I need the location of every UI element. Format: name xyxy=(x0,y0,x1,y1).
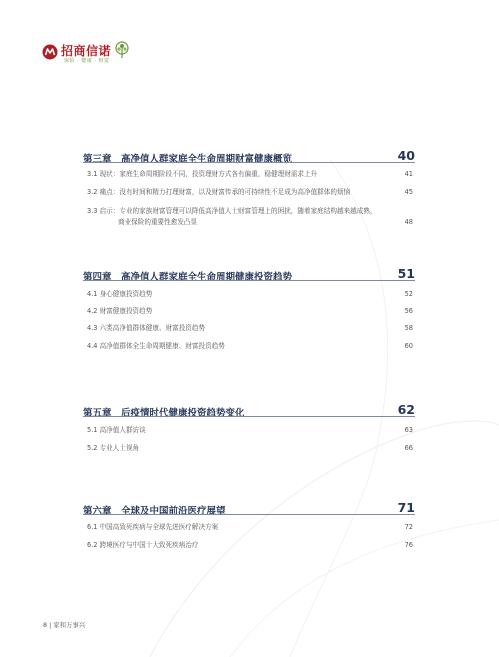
toc-entry-text-continued: 商业保险的重要性愈发凸显 xyxy=(118,218,198,226)
chapter-title: 第六章 全球及中国前沿医疗展望 xyxy=(83,506,226,517)
toc-entry-text: 4.1 身心健康投资趋势 xyxy=(87,290,153,298)
toc-entry-page: 52 xyxy=(404,290,413,298)
chapter-title: 第三章 高净值人群家庭全生命周期财富健康概览 xyxy=(83,154,293,165)
toc-entry-text: 4.4 高净值群体全生命周期健康、财富投资趋势 xyxy=(87,342,225,350)
chapter-6 xyxy=(83,500,415,549)
toc-entry-page: 48 xyxy=(404,218,413,226)
chapter-3 xyxy=(83,148,415,226)
chapter-rule xyxy=(83,162,415,163)
tree-icon xyxy=(114,41,130,59)
toc-entry-text: 3.3 启示：专业的家族财富管理可以降低高净值人士财富管理上的困扰，随着家庭结构越来越成熟， xyxy=(87,207,377,215)
toc-entry-page: 56 xyxy=(404,307,413,315)
toc-entry-page: 45 xyxy=(404,188,413,196)
chapter-5 xyxy=(83,402,415,452)
toc-entry-page: 72 xyxy=(404,523,413,531)
toc-entry-page: 60 xyxy=(404,342,413,350)
toc-entry-page: 66 xyxy=(404,444,413,452)
chapter-title: 第五章 后疫情时代健康投资趋势变化 xyxy=(83,408,245,419)
toc-entry-page: 63 xyxy=(404,426,413,434)
chapter-title: 第四章 高净值人群家庭全生命周期健康投资趋势 xyxy=(83,272,293,283)
toc-entry-text: 5.2 专业人士视角 xyxy=(87,444,140,452)
logo-slogan: 保险 · 健康 · 财富 xyxy=(64,58,110,64)
toc-entry-page: 76 xyxy=(404,541,413,549)
logo-mark-icon xyxy=(42,44,58,60)
toc-entry-page: 41 xyxy=(404,170,413,178)
toc-entry-text: 6.2 跨境医疗与中国十大致死疾病治疗 xyxy=(87,541,199,549)
chapter-4 xyxy=(83,266,415,350)
chapter-page-number: 51 xyxy=(397,266,415,281)
chapter-heading[interactable] xyxy=(83,150,415,166)
page-footer: 8 | 家和万事兴 xyxy=(43,621,86,629)
toc-entry-text: 3.1 现状：家庭生命周期阶段不同，投资理财方式各有偏重，稳健理财需求上升 xyxy=(87,170,318,178)
toc-entry-text: 4.3 六类高净值群体健康、财富投资趋势 xyxy=(87,324,206,332)
chapter-heading[interactable] xyxy=(83,404,415,420)
chapter-heading[interactable] xyxy=(83,502,415,518)
chapter-heading[interactable] xyxy=(83,268,415,284)
chapter-rule xyxy=(83,514,415,515)
chapter-rule xyxy=(83,280,415,281)
chapter-page-number: 71 xyxy=(397,500,415,515)
chapter-page-number: 62 xyxy=(397,402,415,417)
logo-name: 招商信诺 xyxy=(61,44,112,58)
toc-entry-text: 4.2 财富健康投资趋势 xyxy=(87,307,153,315)
chapter-page-number: 40 xyxy=(397,148,415,163)
chapter-rule xyxy=(83,416,415,417)
toc-entry-text: 6.1 中国高致死疾病与全球先进医疗解决方案 xyxy=(87,523,219,531)
toc-entry[interactable] xyxy=(83,206,415,228)
toc-entry-text: 3.2 痛点：没有时间和精力打理财富，以及财富传承的可持续性不足成为高净值群体的烦恼 xyxy=(87,188,351,196)
toc-entry-text: 5.1 高净值人群访谈 xyxy=(87,426,146,434)
toc-entry-page: 58 xyxy=(404,324,413,332)
